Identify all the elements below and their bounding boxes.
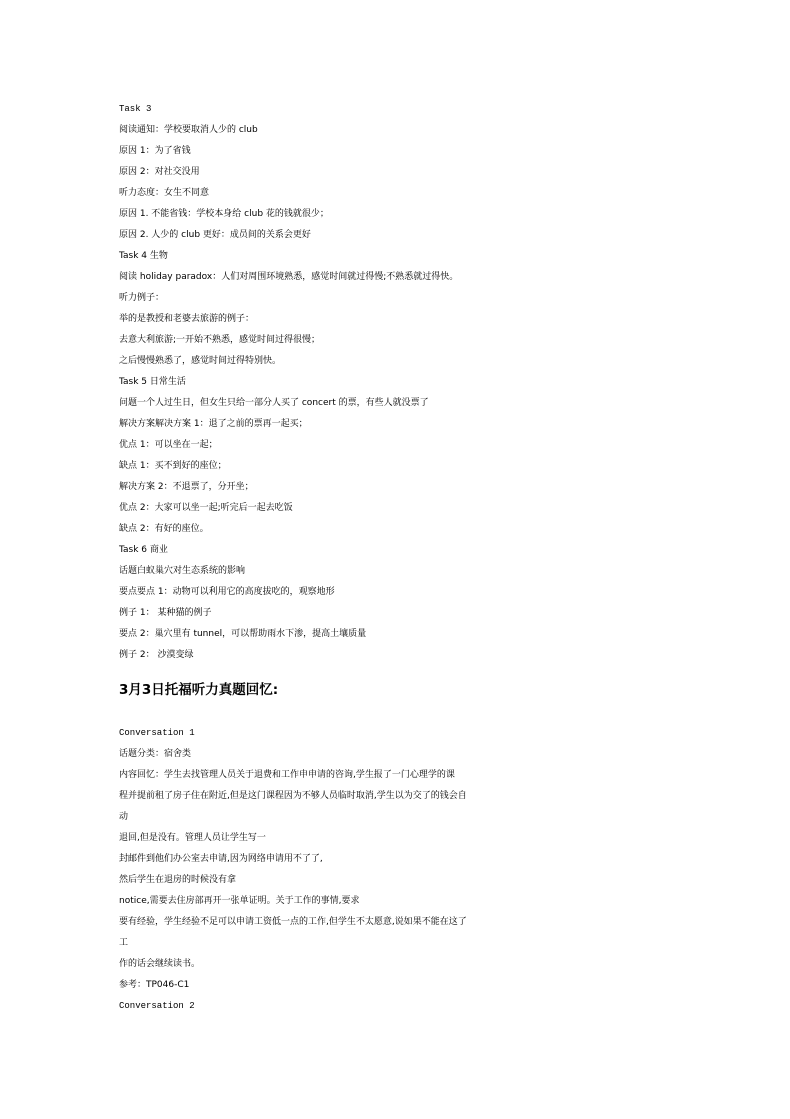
text-line: notice,需要去住房部再开一张单证明。关于工作的事情,要求 xyxy=(119,896,360,906)
text-line: 原因 2：对社交没用 xyxy=(119,167,200,177)
text-line: 作的话会继续读书。 xyxy=(119,959,201,969)
text-line: 原因 1：为了省钱 xyxy=(119,146,191,156)
text-line: 阅读 holiday paradox：人们对周围环境熟悉，感觉时间就过得慢;不熟悉就过得快。 xyxy=(119,272,459,282)
text-line: 要点 2：巢穴里有 tunnel，可以帮助雨水下渗，提高土壤质量 xyxy=(119,629,367,639)
text-line: 例子 2： 沙漠变绿 xyxy=(119,650,194,660)
text-line: 封邮件到他们办公室去申请,因为网络申请用不了了, xyxy=(119,854,323,864)
text-line: 问题一个人过生日，但女生只给一部分人买了 concert 的票，有些人就没票了 xyxy=(119,398,429,408)
text-line: 程并提前租了房子住在附近,但是这门课程因为不够人员临时取消,学生以为交了的钱会自 xyxy=(119,791,467,801)
task-notes-block xyxy=(119,99,709,666)
text-line: 工 xyxy=(119,938,129,948)
conversation-2-title: Conversation 2 xyxy=(119,1001,195,1011)
text-line: 解决方案 2：不退票了，分开坐； xyxy=(119,482,254,492)
reference-line: 参考：TP046-C1 xyxy=(119,980,190,990)
task-5-title: Task 5 日常生活 xyxy=(119,377,186,387)
task-4-title: Task 4 生物 xyxy=(119,251,168,261)
text-line: 听力态度：女生不同意 xyxy=(119,188,210,198)
text-line: 优点 1：可以坐在一起； xyxy=(119,440,218,450)
text-line: 话题白蚁巢穴对生态系统的影响 xyxy=(119,566,246,576)
text-line: 然后学生在退房的时候没有拿 xyxy=(119,875,237,885)
text-line: 去意大利旅游;一开始不熟悉，感觉时间过得很慢； xyxy=(119,335,321,345)
text-line: 之后慢慢熟悉了，感觉时间过得特别快。 xyxy=(119,356,282,366)
task-3-title: Task 3 xyxy=(119,104,152,114)
text-line: 原因 2. 人少的 club 更好：成员间的关系会更好 xyxy=(119,230,311,240)
text-line: 内容回忆：学生去找管理人员关于退费和工作申申请的咨询,学生报了一门心理学的课 xyxy=(119,770,455,780)
text-line: 要有经验，学生经验不足可以申请工资低一点的工作,但学生不太愿意,说如果不能在这了 xyxy=(119,917,467,927)
text-line: 解决方案解决方案 1：退了之前的票再一起买； xyxy=(119,419,308,429)
conversation-notes-block xyxy=(119,723,709,1017)
task-6-title: Task 6 商业 xyxy=(119,545,168,555)
text-line: 缺点 2：有好的座位。 xyxy=(119,524,209,534)
text-line: 要点要点 1：动物可以利用它的高度拔吃的，观察地形 xyxy=(119,587,335,597)
text-line: 阅读通知：学校要取消人少的 club xyxy=(119,125,258,135)
text-line: 例子 1： 某种猫的例子 xyxy=(119,608,212,618)
text-line: 动 xyxy=(119,812,129,822)
conversation-1-title: Conversation 1 xyxy=(119,728,195,738)
text-line: 缺点 1：买不到好的座位； xyxy=(119,461,227,471)
text-line: 话题分类：宿舍类 xyxy=(119,749,192,759)
text-line: 原因 1. 不能省钱：学校本身给 club 花的钱就很少； xyxy=(119,209,329,219)
text-line: 举的是教授和老婆去旅游的例子： xyxy=(119,314,255,324)
text-line: 退回,但是没有。管理人员让学生写一 xyxy=(119,833,266,843)
text-line: 优点 2：大家可以坐一起;听完后一起去吃饭 xyxy=(119,503,293,513)
section-heading: 3月3日托福听力真题回忆: xyxy=(119,682,279,698)
text-line: 听力例子： xyxy=(119,293,165,303)
